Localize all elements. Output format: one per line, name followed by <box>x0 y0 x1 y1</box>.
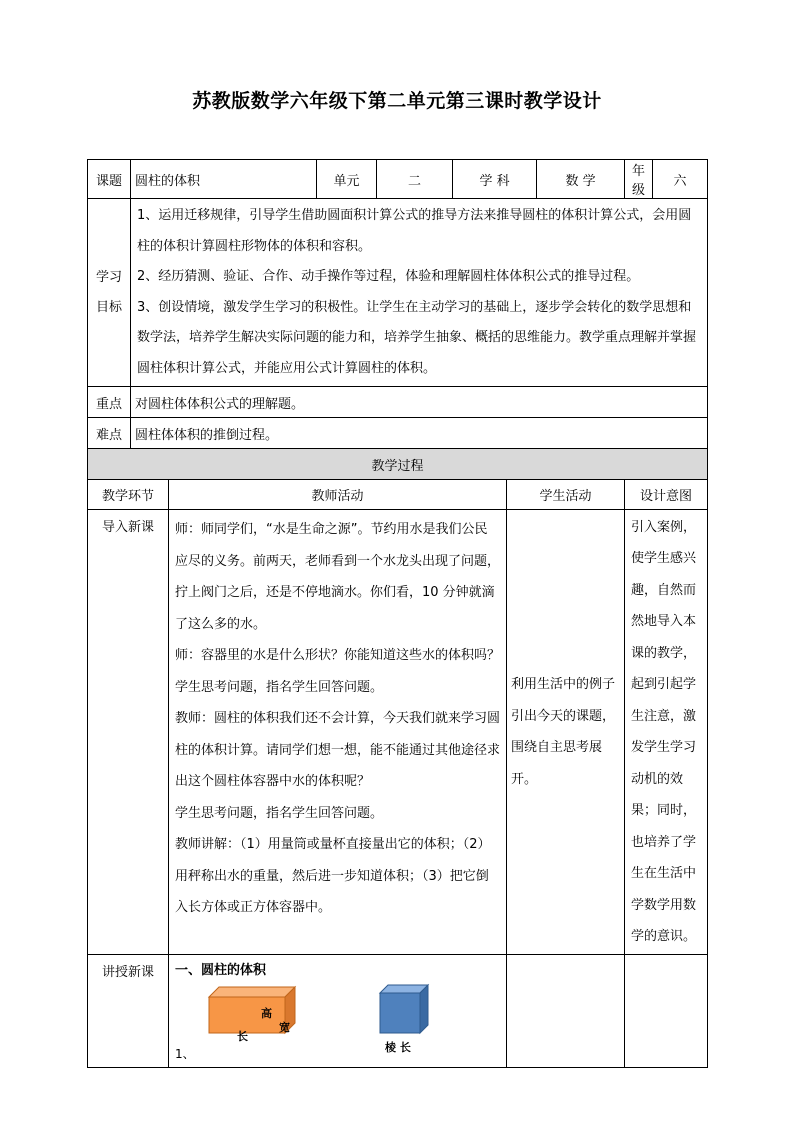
intro-teacher-activity <box>169 510 507 955</box>
goal-item-3: 3、创设情境，激发学生学习的积极性。让学生在主动学习的基础上，逐步学会转化的数学思想和数学法，培养学生解决实际问题的能力和，培养学生抽象、概括的思维能力。教学重点理解并掌握圆柱体积计算公式，并能应用公式计算圆柱的体积。 <box>137 299 697 376</box>
goals-label <box>88 199 131 387</box>
intro-stage: 导入新课 <box>88 510 169 955</box>
key-point-value: 对圆柱体体积公式的理解题。 <box>131 387 708 418</box>
section-teach-row <box>88 955 708 1068</box>
cuboid-length-label: 长 <box>237 1030 248 1043</box>
teacher-para-6: 教师讲解：（1）用量筒或量杯直接量出它的体积；（2）用秤称出水的重量，然后进一步知道体积；（3）把它倒入长方体或正方体容器中。 <box>175 837 491 915</box>
lesson-plan-table <box>87 159 708 1068</box>
difficulty-label: 难点 <box>88 418 131 449</box>
teacher-para-1: 师：师同学们，“水是生命之源”。节约用水是我们公民应尽的义务。前两天，老师看到一个水龙头出现了问题，拧上阀门之后，还是不停地滴水。你们看，10 分钟就滴了这么多的水。 <box>175 522 501 632</box>
subject-label: 学 科 <box>453 160 537 199</box>
cuboid-height-label: 高 <box>261 1007 272 1020</box>
col-student: 学生活动 <box>507 480 625 510</box>
process-title-row <box>88 449 708 480</box>
cube-edge-label: 棱 长 <box>385 1041 411 1054</box>
cube-shape <box>380 985 428 1033</box>
info-row <box>88 160 708 199</box>
item-number: 1、 <box>175 1047 195 1061</box>
teach-student-activity <box>507 955 625 1068</box>
topic-value: 圆柱的体积 <box>131 160 317 199</box>
teacher-para-2: 师：容器里的水是什么形状？你能知道这些水的体积吗？ <box>175 648 501 663</box>
difficulty-row <box>88 418 708 449</box>
teach-heading: 一、圆柱的体积 <box>175 963 267 978</box>
teacher-para-4: 教师：圆柱的体积我们还不会计算，今天我们就来学习圆柱的体积计算。请同学们想一想，能不能通过其他途径求出这个圆柱体容器中水的体积呢？ <box>175 711 501 789</box>
key-point-row <box>88 387 708 418</box>
teach-stage: 讲授新课 <box>88 955 169 1068</box>
col-stage: 教学环节 <box>88 480 169 510</box>
unit-label: 单元 <box>317 160 377 199</box>
section-intro-row <box>88 510 708 955</box>
page-title: 苏教版数学六年级下第二单元第三课时教学设计 <box>192 90 602 112</box>
column-header-row <box>88 480 708 510</box>
teach-teacher-activity <box>169 955 507 1068</box>
intro-student-activity: 利用生活中的例子引出今天的课题，围绕自主思考展开。 <box>507 510 625 955</box>
grade-label: 年 级 <box>625 160 653 199</box>
col-design: 设计意图 <box>625 480 708 510</box>
subject-value: 数 学 <box>537 160 625 199</box>
goals-content <box>131 199 708 387</box>
goals-row <box>88 199 708 387</box>
teacher-para-5: 学生思考问题，指名学生回答问题。 <box>175 805 384 821</box>
grade-value: 六 <box>653 160 708 199</box>
teacher-para-3: 学生思考问题，指名学生回答问题。 <box>175 679 384 695</box>
difficulty-value: 圆柱体体积的推倒过程。 <box>131 418 708 449</box>
intro-design-intent: 引入案例，使学生感兴趣，自然而然地导入本课的教学，起到引起学生注意，激发学生学习动机的效果；同时，也培养了学生在生活中学数学用数学的意识。 <box>625 510 708 955</box>
shapes-figure <box>175 983 500 1063</box>
goals-label-line1: 学习 <box>95 269 122 285</box>
key-point-label: 重点 <box>88 387 131 418</box>
cuboid-width-label: 宽 <box>279 1021 290 1034</box>
topic-label: 课题 <box>88 160 131 199</box>
unit-value: 二 <box>377 160 453 199</box>
goal-item-1: 1、运用迁移规律，引导学生借助圆面积计算公式的推导方法来推导圆柱的体积计算公式，会用圆柱的体积计算圆柱形物体的体积和容积。 <box>137 208 692 254</box>
col-teacher: 教师活动 <box>169 480 507 510</box>
goals-label-line2: 目标 <box>95 299 122 315</box>
goal-item-2: 2、经历猜测、验证、合作、动手操作等过程，体验和理解圆柱体体积公式的推导过程。 <box>137 269 640 284</box>
process-title: 教学过程 <box>88 449 708 480</box>
teach-design-intent <box>625 955 708 1068</box>
